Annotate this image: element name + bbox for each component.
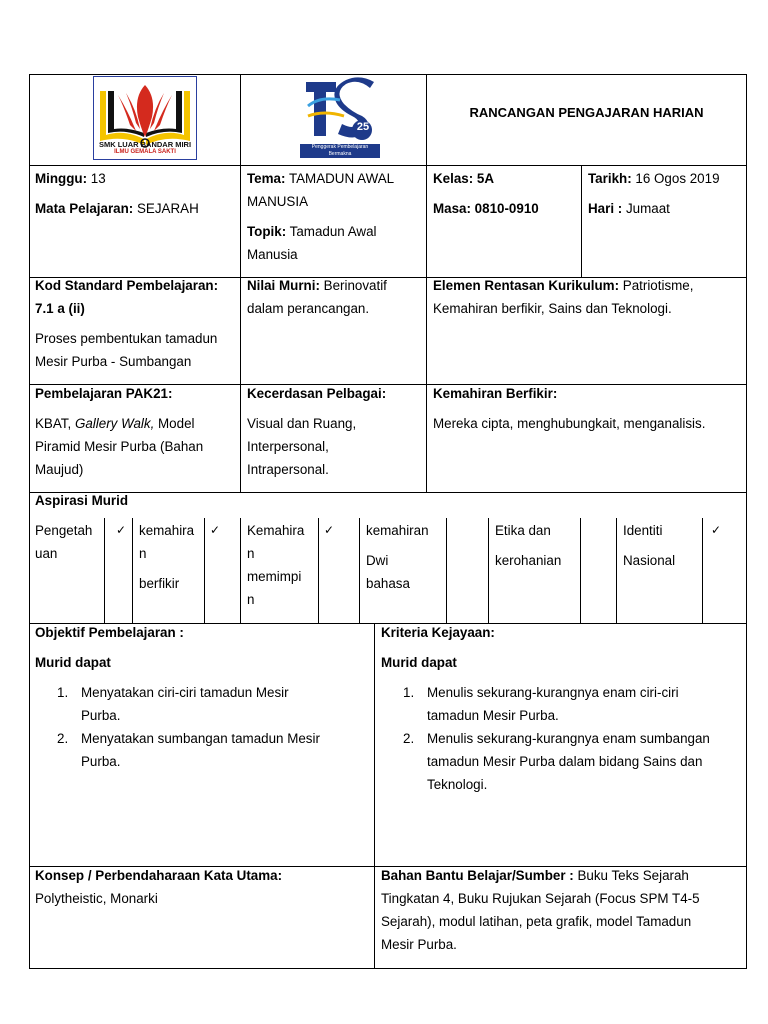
aspirasi-text: n: [247, 546, 255, 561]
pak21-gallery-walk: Gallery Walk,: [74, 416, 155, 431]
tema-label: Tema:: [247, 171, 286, 186]
list-item: [381, 727, 741, 796]
aspirasi-text: Pengetah: [35, 523, 93, 538]
pak21-line2: Piramid Mesir Purba (Bahan: [35, 439, 204, 454]
pak21-line1-c: Model: [154, 416, 195, 431]
page-title: RANCANGAN PENGAJARAN HARIAN: [469, 105, 704, 120]
aspirasi-label: Aspirasi Murid: [35, 493, 129, 508]
bahan-value-1: Buku Teks Sejarah: [577, 868, 689, 883]
nilai-murni-cell: [241, 274, 426, 320]
list-item: [35, 681, 368, 727]
col-divider: [446, 518, 447, 624]
kemahiran-berfikir-cell: [427, 382, 747, 435]
aspirasi-text: bahasa: [366, 576, 410, 591]
aspirasi-text: Dwi: [366, 553, 389, 568]
list-text: Menulis sekurang-kurangnya enam ciri-ciri: [427, 685, 679, 700]
aspirasi-text: kerohanian: [495, 553, 562, 568]
bahan-value-2: Tingkatan 4, Buku Rujukan Sejarah (Focus SPM T4-5: [381, 891, 700, 906]
objektif-label: Objektif Pembelajaran :: [35, 625, 184, 640]
list-item: [381, 681, 741, 727]
aspirasi-item: [617, 519, 702, 572]
kriteria-label: Kriteria Kejayaan:: [381, 625, 495, 640]
minggu-value: 13: [90, 171, 106, 186]
col-divider: [702, 518, 703, 624]
school-logo: [93, 76, 197, 160]
school-logo-name: SMK LUAR BANDAR MIRI: [98, 140, 192, 149]
ts25-logo: [300, 76, 380, 158]
aspirasi-item: [360, 519, 446, 595]
check-icon: ✓: [210, 523, 221, 537]
tema-value: TAMADUN AWAL: [288, 171, 395, 186]
kelas-cell: [427, 166, 581, 220]
list-number: 1.: [57, 685, 69, 700]
bahan-label: Bahan Bantu Belajar/Sumber :: [381, 868, 574, 883]
elemen-rentasan-cell: [427, 274, 747, 320]
hari-label: Hari :: [588, 201, 623, 216]
aspirasi-text: n: [247, 592, 255, 607]
mapel-value: SEJARAH: [136, 201, 199, 216]
tarikh-label: Tarikh:: [588, 171, 632, 186]
kod-desc-2: Mesir Purba - Sumbangan: [35, 354, 192, 369]
aspirasi-item: [133, 519, 204, 595]
school-logo-motto: ILMU GEMALA SAKTI: [114, 149, 176, 155]
nilai-value-2: dalam perancangan.: [247, 301, 370, 316]
aspirasi-item: [241, 519, 318, 611]
list-text: Menulis sekurang-kurangnya enam sumbangan: [427, 731, 710, 746]
aspirasi-text: kemahira: [139, 523, 195, 538]
aspirasi-text: uan: [35, 546, 58, 561]
konsep-cell: [29, 864, 374, 910]
objektif-list: [35, 681, 368, 773]
berfikir-label: Kemahiran Berfikir:: [433, 386, 558, 401]
list-text: Purba.: [81, 754, 121, 769]
pak21-line3: Maujud): [35, 462, 84, 477]
tarikh-value: 16 Ogos 2019: [635, 171, 720, 186]
check-icon: ✓: [116, 523, 127, 537]
check-icon: ✓: [324, 523, 335, 537]
aspirasi-text: kemahiran: [366, 523, 429, 538]
kriteria-cell: [375, 621, 747, 796]
list-text: Menyatakan ciri-ciri tamadun Mesir: [81, 685, 289, 700]
aspirasi-text: Kemahira: [247, 523, 305, 538]
bahan-cell: [375, 864, 747, 956]
aspirasi-text: memimpi: [247, 569, 302, 584]
list-text: Menyatakan sumbangan tamadun Mesir: [81, 731, 320, 746]
col-divider: [580, 518, 581, 624]
pak21-label: Pembelajaran PAK21:: [35, 386, 173, 401]
hari-value: Jumaat: [625, 201, 670, 216]
kriteria-murid: Murid dapat: [381, 655, 457, 670]
topik-label: Topik:: [247, 224, 287, 239]
objektif-cell: [29, 621, 374, 773]
list-number: 2.: [57, 731, 69, 746]
berfikir-value: Mereka cipta, menghubungkait, menganalisis.: [433, 416, 706, 431]
elemen-label: Elemen Rentasan Kurikulum:: [433, 278, 620, 293]
page-title-cell: [426, 74, 747, 166]
kriteria-list: [381, 681, 741, 796]
elemen-value: Patriotisme,: [622, 278, 694, 293]
aspirasi-text: n: [139, 546, 147, 561]
aspirasi-text: berfikir: [139, 576, 180, 591]
tema-value-2: MANUSIA: [247, 194, 309, 209]
kelas-label: Kelas: 5A: [433, 171, 495, 186]
aspirasi-text: Nasional: [623, 553, 676, 568]
col-divider: [240, 74, 241, 166]
kecerdasan-cell: [241, 382, 426, 481]
col-divider: [104, 518, 105, 624]
kecerdasan-1: Visual dan Ruang,: [247, 416, 357, 431]
aspirasi-item: [489, 519, 580, 572]
tema-cell: [241, 166, 426, 266]
list-text: Teknologi.: [427, 777, 488, 792]
nilai-label: Nilai Murni:: [247, 278, 320, 293]
minggu-cell: [29, 166, 240, 220]
nilai-value: Berinovatif: [323, 278, 387, 293]
minggu-label: Minggu:: [35, 171, 88, 186]
list-text: Purba.: [81, 708, 121, 723]
kecerdasan-3: Intrapersonal.: [247, 462, 329, 477]
pak21-line1-a: KBAT,: [35, 416, 75, 431]
mapel-label: Mata Pelajaran:: [35, 201, 134, 216]
col-divider: [318, 518, 319, 624]
list-text: tamadun Mesir Purba dalam bidang Sains dan: [427, 754, 703, 769]
row-divider: [29, 492, 747, 493]
kod-standard-cell: [29, 274, 240, 373]
bahan-value-3: Sejarah), modul latihan, peta grafik, model Tamadun: [381, 914, 692, 929]
kod-desc-1: Proses pembentukan tamadun: [35, 331, 218, 346]
col-divider: [204, 518, 205, 624]
aspirasi-text: Etika dan: [495, 523, 551, 538]
aspirasi-text: Identiti: [623, 523, 663, 538]
bahan-value-4: Mesir Purba.: [381, 937, 457, 952]
kecerdasan-2: Interpersonal,: [247, 439, 329, 454]
topik-value: Tamadun Awal: [289, 224, 377, 239]
kod-label: Kod Standard Pembelajaran:: [35, 278, 219, 293]
list-number: 2.: [403, 731, 415, 746]
check-icon: ✓: [711, 523, 722, 537]
topik-value-2: Manusia: [247, 247, 298, 262]
pak21-cell: [29, 382, 240, 481]
kecerdasan-label: Kecerdasan Pelbagai:: [247, 386, 387, 401]
list-text: tamadun Mesir Purba.: [427, 708, 559, 723]
konsep-label: Konsep / Perbendaharaan Kata Utama:: [35, 868, 283, 883]
objektif-murid: Murid dapat: [35, 655, 111, 670]
tarikh-cell: [582, 166, 747, 220]
ts25-number: 25: [356, 121, 370, 133]
konsep-value: Polytheistic, Monarki: [35, 891, 158, 906]
kod-value: 7.1 a (ii): [35, 301, 85, 316]
ts25-caption: Penggerak Pembelajaran Bermakna: [300, 144, 380, 158]
list-number: 1.: [403, 685, 415, 700]
aspirasi-item: [29, 519, 104, 565]
elemen-value-2: Kemahiran berfikir, Sains dan Teknologi.: [433, 301, 672, 316]
list-item: [35, 727, 368, 773]
masa-label: Masa: 0810-0910: [433, 201, 539, 216]
